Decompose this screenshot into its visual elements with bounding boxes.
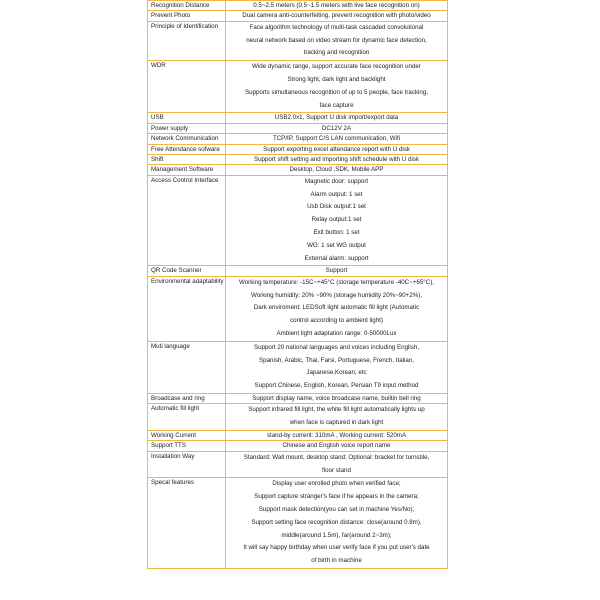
spec-value-line: stand-by current: 310mA , Working current: 520mA <box>266 431 407 439</box>
spec-row <box>148 441 448 451</box>
spec-value-line: tracking and recognition <box>303 49 370 57</box>
spec-value-line: when face is captured in dark light <box>289 419 384 427</box>
spec-value-line: Wide dynamic range, support accurate face recognition under <box>252 63 421 71</box>
spec-label: Automatic fill light <box>148 404 226 431</box>
spec-value-line: Support Chinese, English, Korean, Persian T9 input method <box>254 382 419 390</box>
spec-row <box>148 266 448 276</box>
spec-value <box>226 61 448 113</box>
spec-value <box>226 123 448 133</box>
spec-row <box>148 393 448 403</box>
spec-value-line: DC12V 2A <box>321 124 352 132</box>
spec-value-line: Ambient light adaptation range: 0-50000Lux <box>276 330 397 337</box>
spec-value-line: Alarm output: 1 set <box>310 190 363 198</box>
spec-value-line: Magnetic door: support <box>304 177 369 185</box>
spec-value-line: neural network based on video stream for dynamic face detection, <box>246 36 427 44</box>
spec-row <box>148 1 448 11</box>
spec-value-line: Support mask detection(you can set in machine Yes/No); <box>258 505 415 513</box>
spec-value-line: Face algorithm technology of multi-task cascaded convolutional <box>249 23 424 31</box>
spec-row <box>148 341 448 393</box>
spec-row <box>148 155 448 165</box>
spec-value <box>226 341 448 393</box>
spec-label: Prevent Photo <box>148 11 226 21</box>
spec-value-line: Support <box>325 267 348 275</box>
spec-value <box>226 1 448 11</box>
spec-label: Support TTS <box>148 441 226 451</box>
spec-label: Access Control Interface <box>148 175 226 266</box>
spec-value-line: Support display name, voice broadcase name, builtin bell ring <box>252 394 421 402</box>
spec-value-line: Usb Disk output:1 set <box>307 203 366 211</box>
spec-value-line: WG: 1 set WG output <box>307 241 366 249</box>
spec-label: Broadcase and ring <box>148 393 226 403</box>
spec-value <box>226 430 448 440</box>
spec-value <box>226 175 448 266</box>
spec-label: Working Current <box>148 430 226 440</box>
spec-value <box>226 144 448 154</box>
spec-value <box>226 266 448 276</box>
spec-value <box>226 276 448 341</box>
spec-row <box>148 430 448 440</box>
spec-label: Network Communication <box>148 134 226 144</box>
spec-value-line: floor stand <box>322 466 351 474</box>
spec-value-line: Support capture stranger's face if he appears in the camera; <box>254 493 419 501</box>
spec-value <box>226 404 448 431</box>
spec-value-line: Support 20 national languages and voices including English, <box>253 343 420 351</box>
spec-value-line: Strong light, dark light and backlight <box>287 76 386 83</box>
spec-label: Recognition Distance <box>148 1 226 11</box>
spec-row <box>148 478 448 569</box>
spec-value-line: of birth in machine <box>311 557 362 565</box>
spec-label: Installation Way <box>148 451 226 478</box>
spec-label: Environmental adaptability <box>148 276 226 341</box>
spec-value-line: External alarm: support <box>304 254 369 262</box>
spec-value-line: Support exporting excel attendance report with U disk <box>263 145 410 153</box>
spec-value-line: It will say happy birthday when user verify face if you put user's date <box>243 544 430 552</box>
spec-value <box>226 113 448 123</box>
spec-value-line: Standard: Wall mount, desktop stand; Optional: bracket for turnstile, <box>243 453 430 461</box>
spec-value-line: face capture <box>319 101 354 109</box>
spec-row <box>148 276 448 341</box>
spec-label: Muti language <box>148 341 226 393</box>
spec-row <box>148 113 448 123</box>
specification-table-body <box>148 1 448 569</box>
spec-value-line: Dual camera anti-counterfeiting, prevent recognition with photo/video <box>242 12 431 20</box>
spec-value-line: USB2.0x1, Support U disk import/export data <box>274 114 399 122</box>
spec-label: Specal features <box>148 478 226 569</box>
spec-value-line: Chinese and English voice report name <box>282 442 391 450</box>
spec-value <box>226 441 448 451</box>
spec-row <box>148 61 448 113</box>
spec-value <box>226 393 448 403</box>
spec-value-line: Display user enrolled photo when verified face; <box>272 480 401 488</box>
spec-value-line: Desktop, Cloud ,SDK, Mobile APP <box>289 166 384 174</box>
spec-row <box>148 175 448 266</box>
spec-value-line: middle(around 1.5m), far(around 2~3m); <box>281 531 392 539</box>
spec-row <box>148 134 448 144</box>
spec-value-line: Relay output:1 set <box>311 216 362 224</box>
spec-row <box>148 404 448 431</box>
spec-value-line: 0.5~2.5 meters (0.5~1.5 meters with live face recognition on) <box>253 2 420 9</box>
spec-value-line: Working humidity: 20% ~90% (storage humidity 20%~90+2%), <box>251 291 422 299</box>
spec-value-line: control according to ambient light) <box>290 317 383 325</box>
spec-value <box>226 134 448 144</box>
spec-row <box>148 451 448 478</box>
spec-label: Shift <box>148 155 226 165</box>
spec-row <box>148 123 448 133</box>
spec-value <box>226 165 448 175</box>
spec-value <box>226 478 448 569</box>
spec-value-line: Dark enviroment: LEDSoft light automatic fill light (Automatic <box>253 304 420 312</box>
spec-value <box>226 11 448 21</box>
spec-value-line: Support shift setting and importing shift schedule with U disk <box>253 156 420 164</box>
spec-label: Free Attendance sofware <box>148 144 226 154</box>
spec-value-line: Support infrared fill light, the white fill light automatically lights up <box>248 406 425 414</box>
spec-value <box>226 21 448 60</box>
spec-value <box>226 155 448 165</box>
spec-value-line: TCP/IP, Support C/S LAN communication, Wifi <box>272 135 401 143</box>
spec-row <box>148 11 448 21</box>
spec-label: WDR <box>148 61 226 113</box>
spec-row <box>148 21 448 60</box>
spec-label: Principle of Identification <box>148 21 226 60</box>
spec-value <box>226 451 448 478</box>
spec-value-line: Spanish, Arabic, Thai, Farsi, Portuguese, French, Italian, <box>259 356 414 364</box>
spec-row <box>148 165 448 175</box>
spec-value-line: Working temperature: -15C~+45°C (storage temperature -40C~+65°C), <box>238 278 435 286</box>
spec-row <box>148 144 448 154</box>
spec-value-line: Support setting face recognition distance: close(around 0.8m), <box>251 518 422 526</box>
spec-label: USB <box>148 113 226 123</box>
spec-value-line: Exit button: 1 set <box>313 229 360 237</box>
spec-label: Power supply <box>148 123 226 133</box>
spec-value-line: Japanese,Korean, etc <box>306 369 367 377</box>
spec-value-line: Supports simultaneous recognition of up to 5 people, face tracking, <box>245 88 428 96</box>
specification-table <box>147 0 448 569</box>
spec-label: QR Code Scanner <box>148 266 226 276</box>
spec-label: Management Software <box>148 165 226 175</box>
